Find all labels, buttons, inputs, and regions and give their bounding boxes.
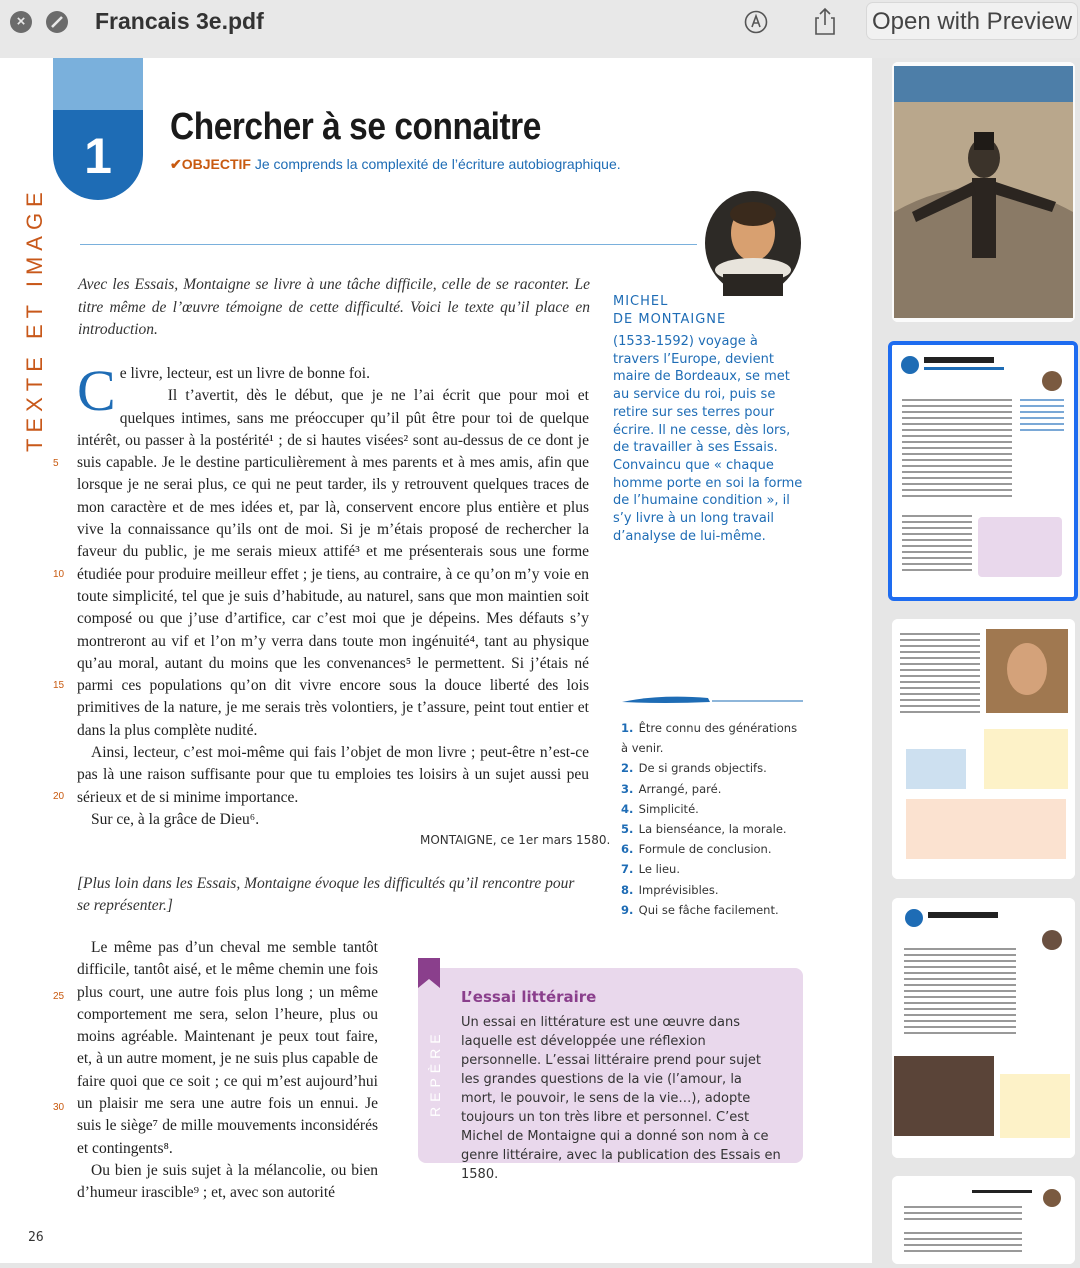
footnotes bbox=[621, 718, 801, 920]
line-number: 10 bbox=[53, 569, 65, 580]
section-vertical-label: TEXTE ET IMAGE bbox=[22, 186, 47, 453]
repere-title: L’essai littéraire bbox=[461, 988, 597, 1006]
main-text bbox=[77, 358, 589, 831]
line-number: 30 bbox=[53, 1102, 65, 1113]
paragraph-2: Ainsi, lecteur, c’est moi-même qui fais l’objet de mon livre ; peut-être n’est-ce pas là une raison suffisante pour que tu emploies tes loisirs à un sujet aussi peu sérieux et de si minime importance. bbox=[77, 744, 589, 806]
signature: MONTAIGNE, ce 1er mars 1580. bbox=[420, 833, 611, 847]
bio-text: (1533-1592) voyage à travers l’Europe, devient maire de Bordeaux, se met au service du roi, puis se retire sur ses terres pour écrire. Il ne cesse, dès lors, de travailler à ses Essais. Convaincu que « chaque homme porte en soi la forme de l’humaine condition », il s’y livre à un long travail d’analyse de lui-même. bbox=[613, 334, 803, 544]
footnote: 5. La bienséance, la morale. bbox=[621, 822, 787, 837]
share-icon[interactable] bbox=[813, 6, 837, 36]
bio-name bbox=[613, 293, 726, 329]
file-title: Francais 3e.pdf bbox=[95, 8, 264, 34]
bookmark-icon bbox=[418, 958, 440, 988]
intro-text: Avec les Essais, Montaigne se livre à une tâche difficile, celle de se raconter. Le titre même de l’œuvre témoigne de cette difficulté. Voici le texte qu’il place en introduction. bbox=[78, 276, 590, 338]
close-icon[interactable]: × bbox=[10, 11, 32, 33]
page-thumbnail[interactable] bbox=[892, 898, 1075, 1158]
page-thumbnail[interactable] bbox=[892, 62, 1075, 322]
paragraph-3: Sur ce, à la grâce de Dieu⁶. bbox=[91, 810, 260, 828]
pdf-page[interactable] bbox=[0, 58, 872, 1263]
footnote: 6. Formule de conclusion. bbox=[621, 842, 772, 857]
footnote: 4. Simplicité. bbox=[621, 801, 699, 816]
title-bar bbox=[0, 0, 1080, 58]
paragraph-1 bbox=[77, 358, 589, 742]
objective-label: ✔OBJECTIF bbox=[170, 156, 251, 172]
paragraph-4: Le même pas d’un cheval me semble tantôt difficile, tantôt aisé, et le même chemin une fois plus court, une autre fois plus long ; un même comportement me sera, selon l’heure, plus ou moins agréable. Maintenant je peux tout faire, et, à un autre moment, je ne suis plus capable de faire quoi que ce soit ; ce qui m’est aujourd’hui un plaisir me sera une autre fois un ennui. Je suis le siège⁷ de mille mouvements inconsidérés et contingents⁸. bbox=[77, 939, 378, 1157]
chapter-number-badge: 1 bbox=[53, 110, 143, 200]
thumbnail-sidebar bbox=[888, 58, 1080, 1268]
footnote: 9. Qui se fâche facilement. bbox=[621, 902, 779, 917]
montaigne-portrait bbox=[703, 188, 803, 298]
quill-pen-icon bbox=[620, 692, 805, 708]
line-number: 15 bbox=[53, 680, 65, 691]
bio-name-line-1: MICHEL bbox=[613, 294, 669, 309]
page-thumbnail[interactable] bbox=[892, 619, 1075, 879]
footnote: 3. Arrangé, paré. bbox=[621, 781, 722, 796]
footnote: 2. De si grands objectifs. bbox=[621, 761, 767, 776]
footnote: 1. Être connu des générations à venir. bbox=[621, 721, 798, 756]
footnote: 7. Le lieu. bbox=[621, 862, 681, 877]
line-number: 25 bbox=[53, 991, 65, 1002]
main-text-continued bbox=[77, 937, 378, 1205]
repere-text: Un essai en littérature est une œuvre dans laquelle est développée une réflexion personnelle. L’essai littéraire prend pour sujet les grandes questions de la vie (l’amour, la mort, le pouvoir, le sens de la vie…), adopte toujours un ton très libre et personnel. C’est Michel de Montaigne qui a donné son nom à ce genre littéraire, avec la publication des Essais en 1580. bbox=[461, 1015, 781, 1182]
divider bbox=[80, 244, 697, 245]
paragraph-1-first: e livre, lecteur, est un livre de bonne foi. bbox=[119, 365, 370, 382]
repere-vertical-label: REPÈRE bbox=[427, 1029, 443, 1117]
markup-pen-icon[interactable] bbox=[744, 10, 768, 34]
paragraph-1-rest: Il t’avertit, dès le début, que je ne l’ai écrit que pour moi et quelques intimes, sans me préoccuper qu’il pût être pour toi de quelque intérêt, ou passer à la postérité¹ ; de si hautes visées² sont au-dessus de ce dont je suis capable. Je le destine particulièrement à mes parents et à mes amis, afin que lorsque je ne serai plus, ce qui ne peut tarder, ils y retrouvent quelques traces de mon caractère et de mes idées et, par là, conservent encore plus entière et plus vive la connaissance qu’ils ont de moi. Si je m’étais proposé de rechercher la faveur du public, je me serais mieux attifé³ et me présenterais sous une forme étudiée pour produire meilleur effet ; je tiens, au contraire, à ce qu’on m’y voie en toute simplicité, tel que je suis d’habitude, au naturel, sans que mon maintien soit composé ou que j’use d’artifice, car c’est moi que je dépeins. Mes défauts s’y montreront au vif et l’on m’y verra dans toute mon ingénuité⁴, tant au physique qu’au moral, autant du moins que les convenances⁵ le permettent. Si j’étais né parmi ces populations qu’on dit vivre encore sous la douce liberté des lois primitives de la nature, je me serais très volontiers, je t’assure, peint tout entier et dans la plus complète nudité. bbox=[77, 387, 589, 739]
bracket-note: [Plus loin dans les Essais, Montaigne évoque les difficultés qu’il rencontre pour se représenter.] bbox=[77, 875, 575, 914]
paragraph-5: Ou bien je suis sujet à la mélancolie, ou bien d’humeur irascible⁹ ; et, avec son autorité bbox=[77, 1161, 378, 1202]
footnote: 8. Imprévisibles. bbox=[621, 882, 719, 897]
chapter-title: Chercher à se connaitre bbox=[170, 106, 541, 148]
page-thumbnail-selected[interactable] bbox=[888, 341, 1078, 601]
page-thumbnail[interactable] bbox=[892, 1176, 1075, 1264]
page-number: 26 bbox=[28, 1230, 44, 1245]
open-with-preview-button[interactable]: Open with Preview bbox=[866, 2, 1078, 40]
dropcap: C bbox=[77, 358, 116, 423]
minus-circle-icon[interactable] bbox=[46, 11, 68, 33]
objective-text: Je comprends la complexité de l’écriture autobiographique. bbox=[254, 156, 621, 172]
objective-line bbox=[170, 156, 621, 173]
line-number: 20 bbox=[53, 791, 65, 802]
bio-name-line-2: DE MONTAIGNE bbox=[613, 312, 727, 327]
line-number: 5 bbox=[53, 458, 59, 469]
